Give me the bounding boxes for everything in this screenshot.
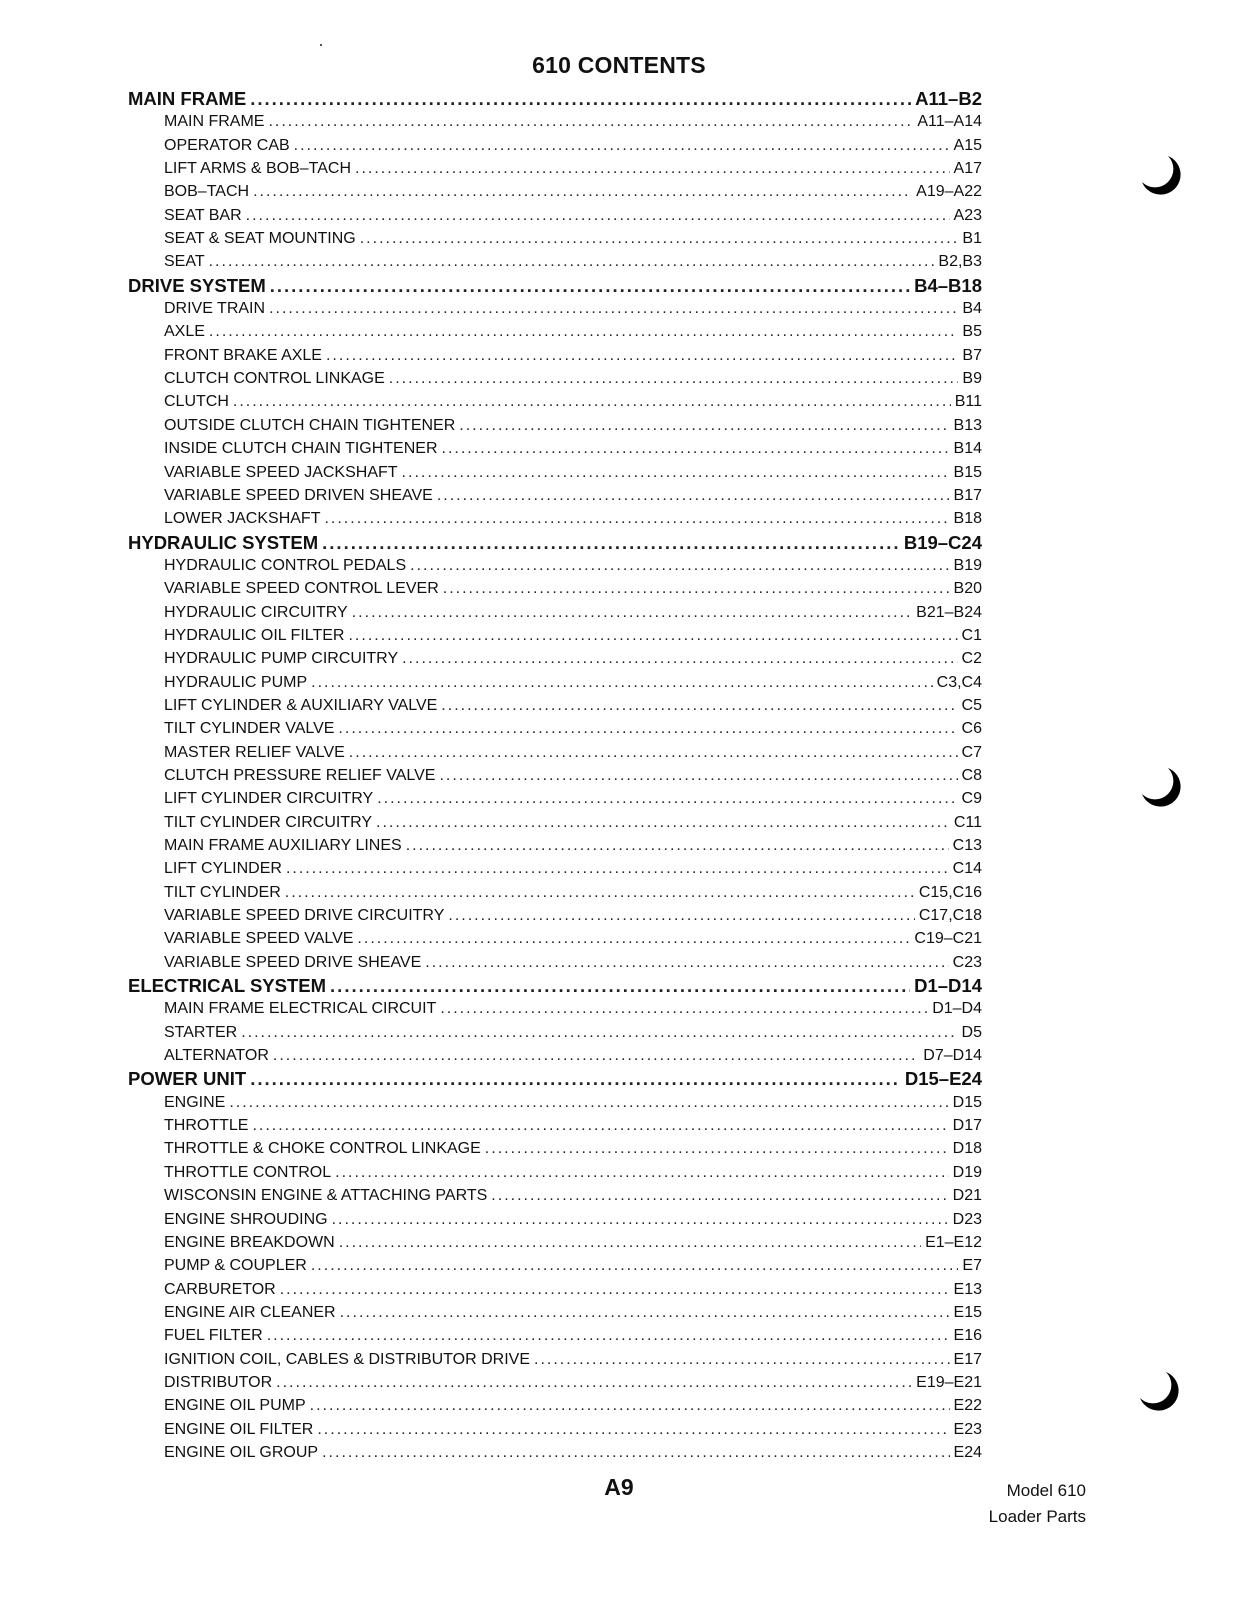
binder-hole-icon [1138, 764, 1184, 810]
toc-entry [128, 367, 982, 390]
dot-leader [425, 951, 948, 974]
table-of-contents [128, 87, 982, 1464]
toc-entry [128, 1021, 982, 1044]
toc-entry-page: B5 [962, 323, 982, 341]
dot-leader [246, 204, 950, 227]
toc-entry-page: E22 [953, 1397, 982, 1415]
toc-entry-label: HYDRAULIC CIRCUITRY [164, 603, 348, 621]
dot-leader [441, 694, 957, 717]
binder-hole-icon [1136, 1368, 1182, 1414]
toc-entry-label: TILT CYLINDER CIRCUITRY [164, 813, 373, 831]
toc-entry-page: B2,B3 [938, 253, 982, 271]
toc-entry-label: CLUTCH [164, 393, 229, 411]
dot-leader [233, 390, 951, 413]
toc-entry [128, 881, 982, 904]
toc-section-label: DRIVE SYSTEM [128, 274, 266, 296]
toc-entry [128, 601, 982, 624]
toc-entry-label: OUTSIDE CLUTCH CHAIN TIGHTENER [164, 416, 456, 434]
dot-leader [322, 1441, 949, 1464]
toc-entry-label: VARIABLE SPEED DRIVE SHEAVE [164, 953, 422, 971]
toc-entry-label: ALTERNATOR [164, 1047, 269, 1065]
toc-entry [128, 134, 982, 157]
dot-leader [322, 531, 900, 554]
toc-entry-page: E16 [953, 1327, 982, 1345]
toc-entry-page: E1–E12 [925, 1233, 982, 1251]
toc-entry-label: ENGINE [164, 1093, 226, 1111]
toc-section-label: ELECTRICAL SYSTEM [128, 975, 327, 997]
dot-leader [340, 1301, 950, 1324]
toc-entry-label: PUMP & COUPLER [164, 1257, 307, 1275]
toc-entry-page: C23 [952, 953, 982, 971]
toc-entry [128, 1184, 982, 1207]
toc-entry-label: IGNITION COIL, CABLES & DISTRIBUTOR DRIVE [164, 1350, 530, 1368]
toc-entry [128, 437, 982, 460]
dot-leader [330, 974, 910, 997]
toc-entry-page: B15 [953, 463, 982, 481]
toc-entry [128, 904, 982, 927]
footer-model-subtitle: Loader Parts [988, 1507, 1086, 1526]
toc-entry [128, 484, 982, 507]
toc-entry [128, 1348, 982, 1371]
dot-leader [437, 484, 950, 507]
toc-entry-page: B14 [953, 440, 982, 458]
toc-section [128, 274, 982, 297]
toc-entry [128, 1441, 982, 1464]
toc-entry-label: AXLE [164, 323, 205, 341]
dot-leader [324, 507, 949, 530]
toc-entry-page: D15 [952, 1093, 982, 1111]
toc-entry [128, 1254, 982, 1277]
toc-entry [128, 1161, 982, 1184]
dot-leader [442, 437, 950, 460]
toc-entry-label: WISCONSIN ENGINE & ATTACHING PARTS [164, 1187, 488, 1205]
toc-entry-label: INSIDE CLUTCH CHAIN TIGHTENER [164, 440, 438, 458]
dot-leader [209, 320, 959, 343]
toc-entry-page: B7 [962, 346, 982, 364]
dot-leader [209, 250, 935, 273]
toc-entry [128, 951, 982, 974]
toc-entry-label: THROTTLE [164, 1117, 249, 1135]
toc-section [128, 87, 982, 110]
toc-entry-page: A19–A22 [916, 183, 982, 201]
toc-entry-label: MAIN FRAME AUXILIARY LINES [164, 837, 402, 854]
toc-entry-label: TILT CYLINDER [164, 883, 281, 901]
toc-entry-page: C8 [961, 766, 982, 784]
toc-entry-page: A15 [953, 136, 982, 154]
toc-entry-page: E7 [962, 1257, 982, 1275]
toc-entry-label: HYDRAULIC PUMP [164, 673, 308, 691]
toc-section-label: POWER UNIT [128, 1068, 247, 1090]
toc-entry-page: E23 [953, 1420, 982, 1438]
toc-entry-page: D18 [952, 1140, 982, 1158]
toc-entry [128, 344, 982, 367]
toc-entry-label: VARIABLE SPEED DRIVE CIRCUITRY [164, 907, 445, 925]
dot-leader [267, 1324, 950, 1347]
toc-entry [128, 414, 982, 437]
toc-entry-page: B17 [953, 486, 982, 504]
toc-entry-page: C11 [953, 813, 982, 831]
toc-entry-page: A17 [953, 160, 982, 178]
toc-entry-page: C14 [952, 860, 982, 878]
toc-entry-label: ENGINE OIL GROUP [164, 1443, 319, 1461]
toc-entry-label: LIFT CYLINDER & AUXILIARY VALVE [164, 696, 438, 714]
dot-leader [311, 1254, 959, 1277]
dot-leader [311, 671, 933, 694]
toc-entry [128, 1324, 982, 1347]
dot-leader [250, 87, 911, 110]
toc-entry [128, 157, 982, 180]
toc-entry [128, 204, 982, 227]
toc-entry [128, 694, 982, 717]
dot-leader [276, 1371, 912, 1394]
toc-entry [128, 461, 982, 484]
toc-entry-label: SEAT & SEAT MOUNTING [164, 230, 356, 248]
toc-entry-page: C13 [952, 837, 982, 854]
toc-entry [128, 811, 982, 834]
toc-entry-page: B13 [953, 416, 982, 434]
toc-entry [128, 297, 982, 320]
toc-entry-label: VARIABLE SPEED JACKSHAFT [164, 463, 398, 481]
toc-entry-label: TILT CYLINDER VALVE [164, 720, 335, 738]
toc-entry [128, 180, 982, 203]
toc-entry-page: B18 [953, 510, 982, 528]
toc-entry [128, 1371, 982, 1394]
dot-leader [389, 367, 959, 390]
dot-leader [252, 1114, 948, 1137]
toc-entry-page: C5 [961, 696, 982, 714]
toc-entry-label: OPERATOR CAB [164, 136, 290, 154]
page-number: A9 [604, 1474, 634, 1500]
toc-entry [128, 1137, 982, 1160]
dot-leader [250, 1067, 901, 1090]
toc-section-page: D15–E24 [904, 1068, 982, 1090]
toc-entry-label: BOB–TACH [164, 183, 250, 201]
toc-entry-page: C2 [961, 650, 982, 668]
dot-leader [348, 624, 957, 647]
toc-section-label: MAIN FRAME [128, 88, 247, 109]
toc-entry-label: CLUTCH CONTROL LINKAGE [164, 370, 385, 388]
toc-entry [128, 1394, 982, 1417]
toc-entry-page: C19–C21 [914, 930, 982, 948]
toc-section [128, 974, 982, 997]
scan-speck [320, 44, 322, 46]
toc-entry [128, 671, 982, 694]
dot-leader [410, 554, 949, 577]
toc-entry [128, 647, 982, 670]
toc-entry [128, 1091, 982, 1114]
toc-entry-label: MAIN FRAME [164, 113, 265, 131]
toc-entry-label: SEAT BAR [164, 206, 242, 224]
dot-leader [377, 787, 957, 810]
dot-leader [280, 1278, 950, 1301]
toc-entry-label: MAIN FRAME ELECTRICAL CIRCUIT [164, 1000, 437, 1018]
dot-leader [376, 811, 950, 834]
toc-entry-label: HYDRAULIC CONTROL PEDALS [164, 556, 407, 574]
toc-entry-label: ENGINE SHROUDING [164, 1210, 328, 1228]
toc-entry [128, 741, 982, 764]
toc-section-page: B4–B18 [914, 274, 982, 296]
dot-leader [402, 647, 957, 670]
toc-entry-label: VARIABLE SPEED VALVE [164, 930, 354, 948]
toc-entry-page: B20 [953, 580, 982, 598]
dot-leader [332, 1208, 949, 1231]
toc-entry-page: C9 [961, 790, 982, 808]
dot-leader [326, 344, 958, 367]
dot-leader [440, 997, 928, 1020]
dot-leader [286, 857, 949, 880]
dot-leader [294, 134, 950, 157]
page-title: 610 CONTENTS [532, 52, 706, 78]
toc-entry-label: ENGINE AIR CLEANER [164, 1303, 336, 1321]
toc-entry-page: B19 [953, 556, 982, 574]
toc-entry-page: B11 [954, 393, 982, 411]
toc-entry-page: D1–D4 [932, 1000, 982, 1018]
dot-leader [285, 881, 915, 904]
toc-section-label: HYDRAULIC SYSTEM [128, 531, 319, 553]
toc-entry-label: LIFT CYLINDER [164, 860, 282, 878]
toc-entry-label: SEAT [164, 253, 205, 271]
dot-leader [448, 904, 914, 927]
toc-entry-page: D19 [952, 1163, 982, 1181]
toc-entry-page: B9 [962, 370, 982, 388]
toc-entry [128, 834, 982, 857]
toc-entry [128, 624, 982, 647]
toc-entry-page: B1 [962, 230, 982, 248]
toc-entry [128, 577, 982, 600]
toc-entry-page: D5 [961, 1023, 982, 1041]
toc-entry-page: E24 [953, 1443, 982, 1461]
toc-entry-page: E13 [953, 1280, 982, 1298]
dot-leader [491, 1184, 948, 1207]
toc-entry-label: ENGINE OIL PUMP [164, 1397, 306, 1415]
dot-leader [439, 764, 957, 787]
toc-entry-label: FUEL FILTER [164, 1327, 263, 1345]
toc-entry-page: E17 [953, 1350, 982, 1368]
toc-entry-label: HYDRAULIC OIL FILTER [164, 626, 345, 644]
toc-entry [128, 1301, 982, 1324]
toc-entry-page: D21 [952, 1187, 982, 1205]
toc-entry [128, 250, 982, 273]
dot-leader [534, 1348, 950, 1371]
dot-leader [459, 414, 949, 437]
toc-entry [128, 390, 982, 413]
toc-entry [128, 1231, 982, 1254]
toc-entry-label: FRONT BRAKE AXLE [164, 346, 322, 364]
toc-entry [128, 764, 982, 787]
dot-leader [349, 741, 958, 764]
toc-entry-label: MASTER RELIEF VALVE [164, 743, 345, 761]
dot-leader [338, 717, 957, 740]
toc-entry-label: VARIABLE SPEED DRIVEN SHEAVE [164, 486, 433, 504]
toc-section [128, 1067, 982, 1090]
toc-entry [128, 717, 982, 740]
toc-entry-page: E15 [953, 1303, 982, 1321]
toc-entry-label: HYDRAULIC PUMP CIRCUITRY [164, 650, 399, 668]
toc-section-page: D1–D14 [914, 975, 982, 997]
toc-entry [128, 857, 982, 880]
dot-leader [406, 834, 949, 857]
toc-entry-label: CARBURETOR [164, 1280, 276, 1298]
toc-entry [128, 1114, 982, 1137]
toc-entry [128, 1044, 982, 1067]
toc-section-page: B19–C24 [903, 531, 982, 553]
toc-entry-page: A11–A14 [917, 113, 982, 131]
dot-leader [241, 1021, 957, 1044]
toc-entry [128, 554, 982, 577]
toc-entry [128, 1418, 982, 1441]
toc-entry [128, 507, 982, 530]
toc-entry [128, 1278, 982, 1301]
toc-entry-page: C15,C16 [918, 883, 982, 901]
toc-entry-page: C3,C4 [936, 673, 982, 691]
toc-entry [128, 227, 982, 250]
dot-leader [355, 157, 950, 180]
toc-entry-label: LIFT ARMS & BOB–TACH [164, 160, 352, 178]
toc-entry-label: ENGINE OIL FILTER [164, 1420, 314, 1438]
toc-entry [128, 320, 982, 343]
toc-entry [128, 927, 982, 950]
toc-entry-page: D23 [952, 1210, 982, 1228]
toc-entry-label: THROTTLE CONTROL [164, 1163, 332, 1181]
dot-leader [443, 577, 950, 600]
toc-entry-page: C7 [961, 743, 982, 761]
dot-leader [485, 1137, 949, 1160]
toc-entry-page: D7–D14 [923, 1047, 982, 1065]
toc-entry [128, 997, 982, 1020]
toc-entry-label: STARTER [164, 1023, 238, 1041]
binder-hole-icon [1138, 152, 1184, 198]
dot-leader [335, 1161, 949, 1184]
toc-entry-page: E19–E21 [916, 1373, 982, 1391]
toc-entry-label: ENGINE BREAKDOWN [164, 1233, 335, 1251]
toc-entry-page: B21–B24 [916, 603, 982, 621]
toc-section [128, 531, 982, 554]
toc-entry-page: C17,C18 [918, 907, 982, 925]
dot-leader [310, 1394, 950, 1417]
toc-entry [128, 110, 982, 133]
toc-entry-page: B4 [962, 300, 982, 318]
toc-entry-label: DISTRIBUTOR [164, 1373, 273, 1391]
toc-entry-label: LIFT CYLINDER CIRCUITRY [164, 790, 374, 808]
toc-entry-label: CLUTCH PRESSURE RELIEF VALVE [164, 766, 436, 784]
dot-leader [339, 1231, 921, 1254]
toc-entry-label: VARIABLE SPEED CONTROL LEVER [164, 580, 439, 598]
dot-leader [269, 297, 958, 320]
toc-entry [128, 787, 982, 810]
footer-model [966, 1478, 1086, 1530]
footer-model-name: Model 610 [1006, 1481, 1086, 1500]
dot-leader [253, 180, 912, 203]
toc-entry [128, 1208, 982, 1231]
dot-leader [268, 110, 913, 133]
dot-leader [273, 1044, 919, 1067]
dot-leader [352, 601, 912, 624]
dot-leader [357, 927, 910, 950]
toc-entry-page: C6 [961, 720, 982, 738]
toc-entry-page: C1 [961, 626, 982, 644]
toc-entry-label: THROTTLE & CHOKE CONTROL LINKAGE [164, 1140, 481, 1158]
toc-section-page: A11–B2 [915, 88, 982, 109]
toc-entry-page: D17 [952, 1117, 982, 1135]
toc-entry-page: A23 [953, 206, 982, 224]
dot-leader [402, 461, 950, 484]
dot-leader [360, 227, 959, 250]
dot-leader [317, 1418, 949, 1441]
toc-entry-label: LOWER JACKSHAFT [164, 510, 321, 528]
dot-leader [270, 274, 910, 297]
dot-leader [229, 1091, 948, 1114]
toc-entry-label: DRIVE TRAIN [164, 300, 266, 318]
